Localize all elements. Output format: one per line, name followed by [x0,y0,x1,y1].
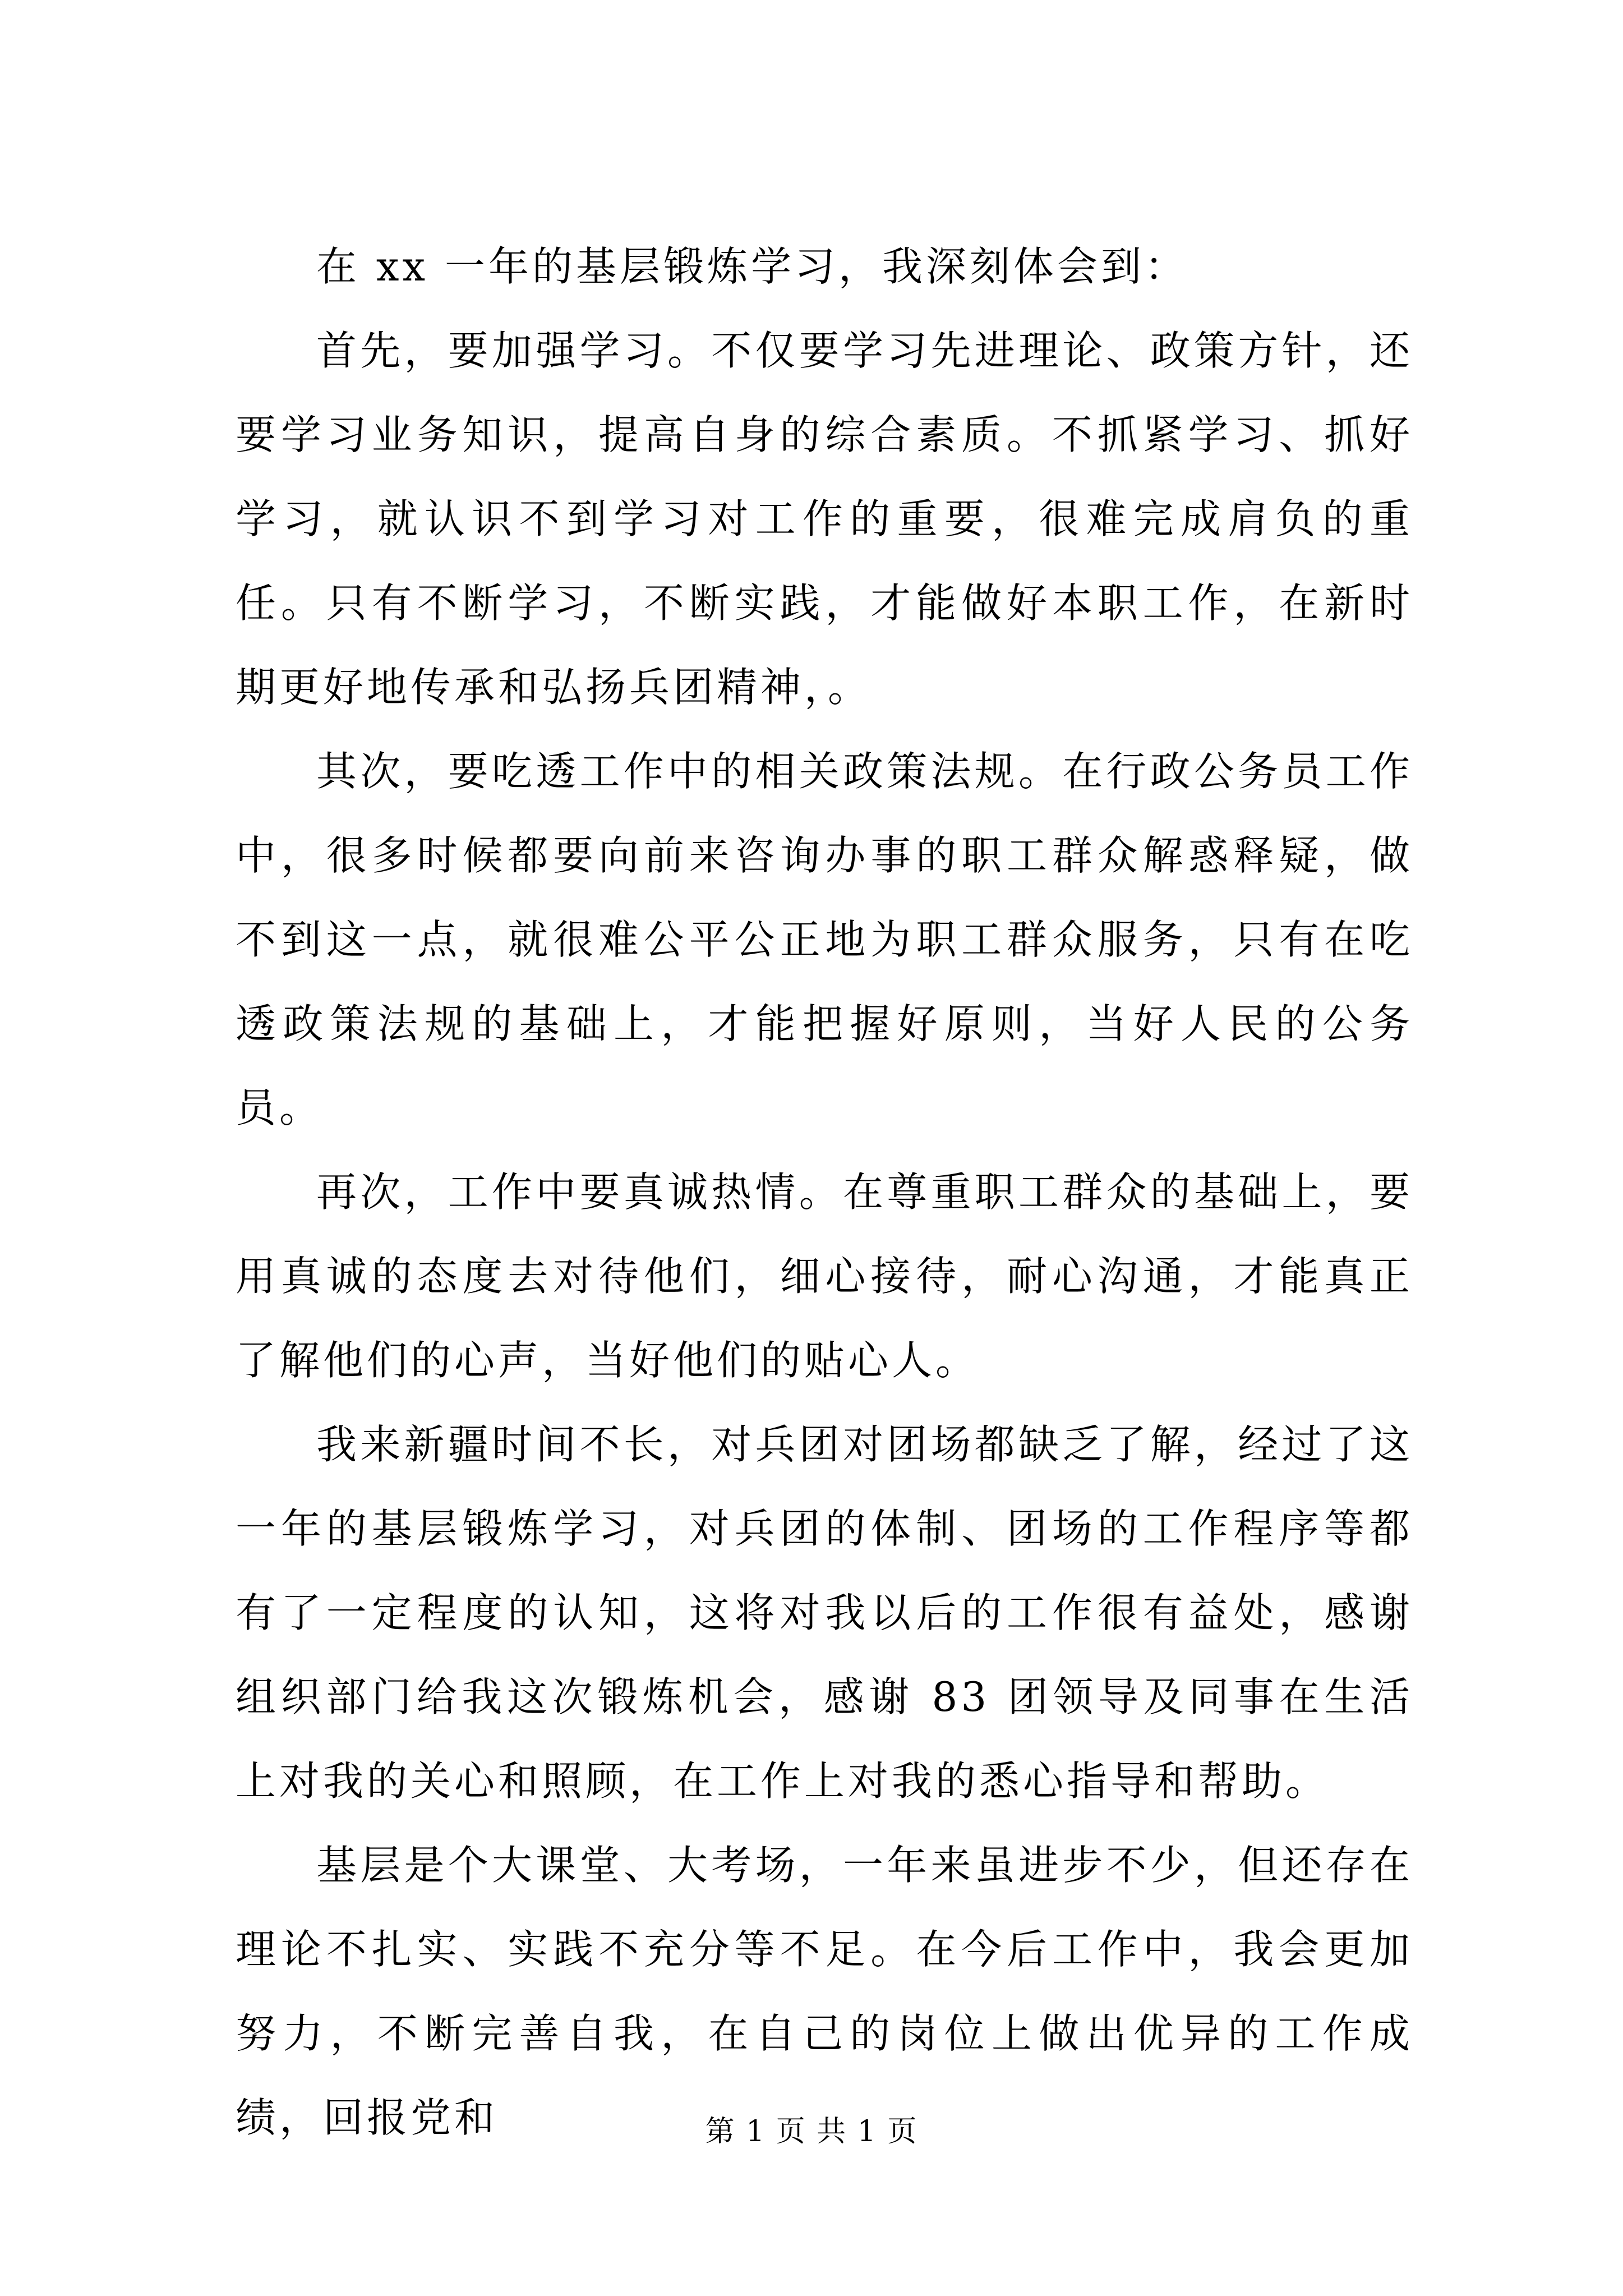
paragraph-conclusion: 基层是个大课堂、大考场，一年来虽进步不少，但还存在理论不扎实、实践不充分等不足。在今后工作中，我会更加努力，不断完善自我，在自己的岗位上做出优异的工作成绩，回报党和 [236,1842,1413,2141]
paragraph-intro: 在 xx 一年的基层锻炼学习，我深刻体会到： [316,243,1188,290]
paragraph-study: 首先，要加强学习。不仅要学习先进理论、政策方针，还要学习业务知识，提高自身的综合素质。不抓紧学习、抓好学习，就认识不到学习对工作的重要，很难完成肩负的重任。只有不断学习，不断实践，才能做好本职工作，在新时期更好地传承和弘扬兵团精神，。 [236,327,1413,711]
document-body [236,224,1413,2160]
paragraph-sincerity: 再次，工作中要真诚热情。在尊重职工群众的基础上，要用真诚的态度去对待他们，细心接待，耐心沟通，才能真正了解他们的心声，当好他们的贴心人。 [236,1168,1413,1384]
page-footer: 第 1 页 共 1 页 [705,2115,918,2148]
paragraph-policy: 其次，要吃透工作中的相关政策法规。在行政公务员工作中，很多时候都要向前来咨询办事的职工群众解惑释疑，做不到这一点，就很难公平公正地为职工群众服务，只有在吃透政策法规的基础上，才能把握好原则，当好人民的公务员。 [236,748,1413,1131]
paragraph-gratitude: 我来新疆时间不长，对兵团对团场都缺乏了解，经过了这一年的基层锻炼学习，对兵团的体制、团场的工作程序等都有了一定程度的认知，这将对我以后的工作很有益处，感谢组织部门给我这次锻炼机会，感谢 83 团领导及同事在生活上对我的关心和照顾，在工作上对我的悉心指导和帮助。 [236,1421,1413,1805]
